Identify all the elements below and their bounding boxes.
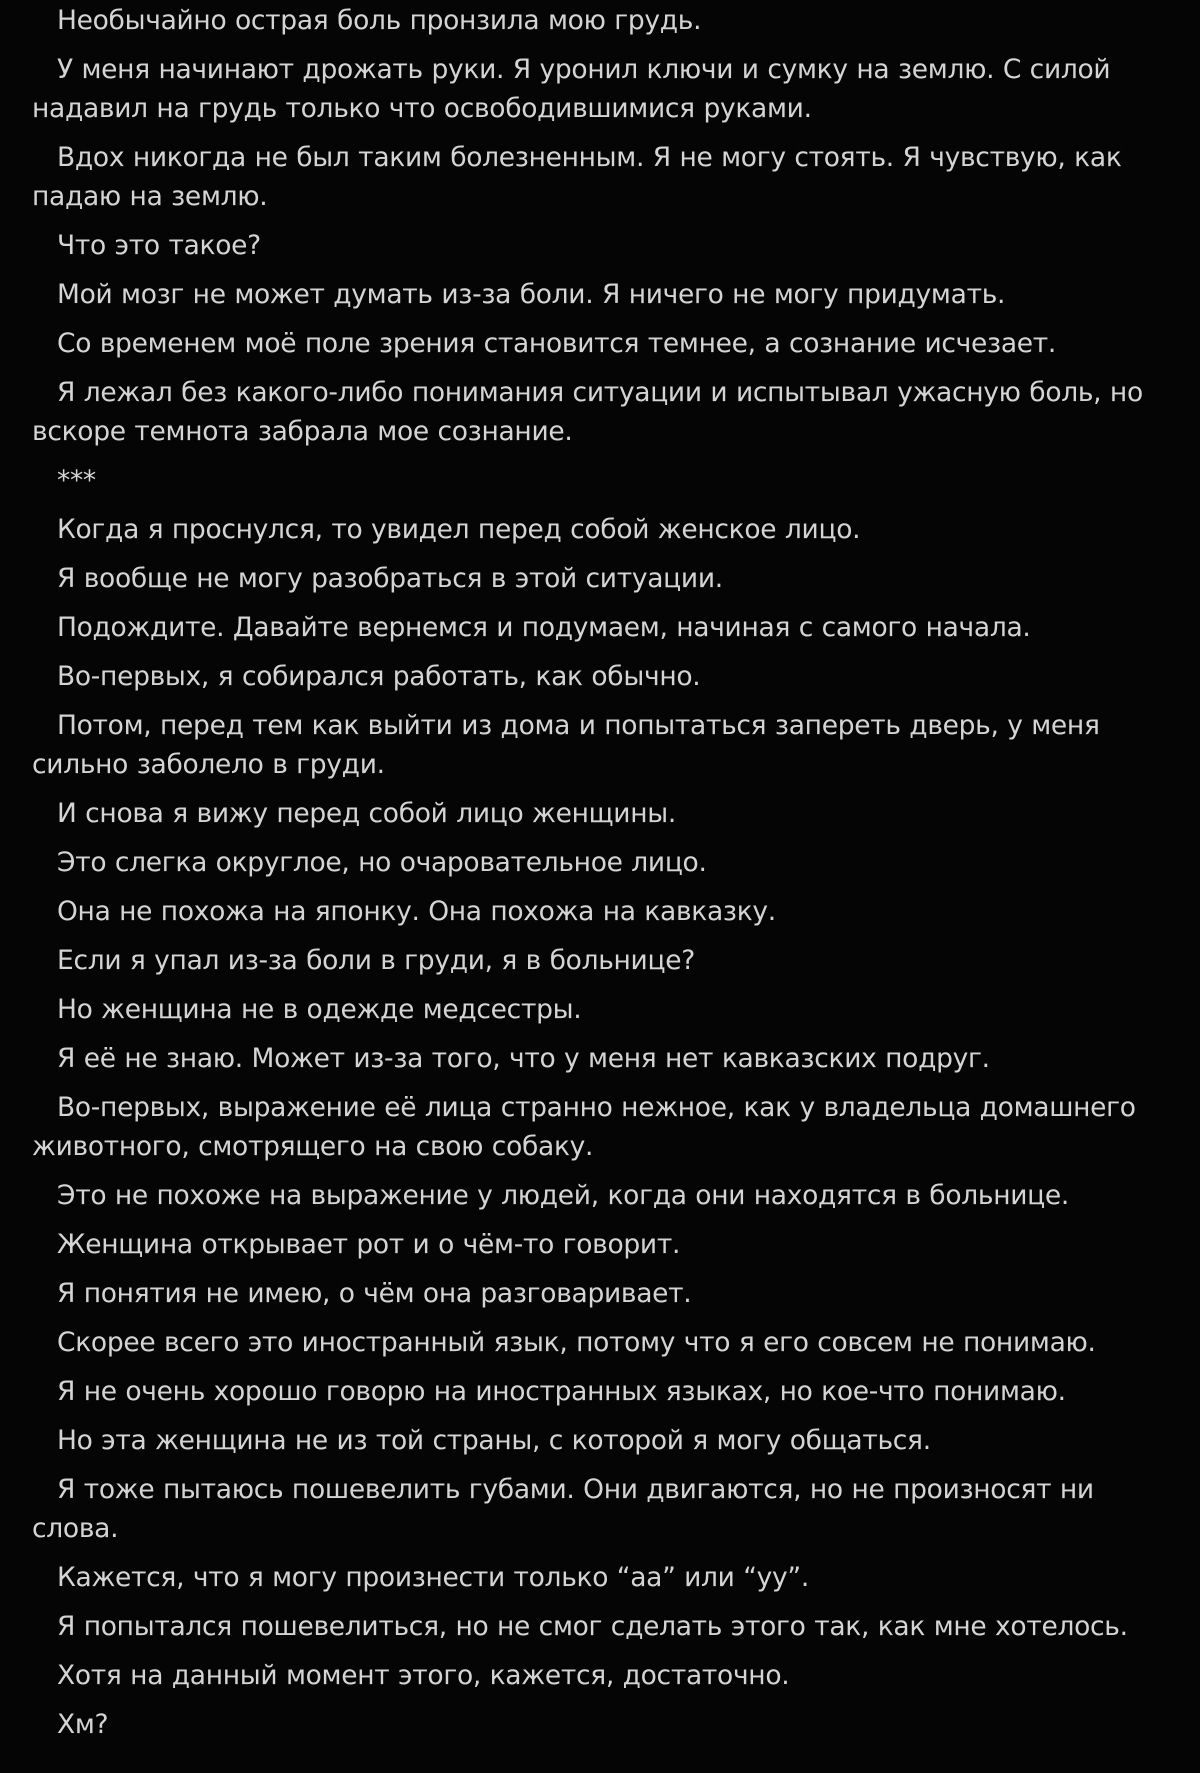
paragraph: Но эта женщина не из той страны, с которой я могу общаться. xyxy=(57,1425,931,1456)
paragraph: Это не похоже на выражение у людей, когда они находятся в больнице. xyxy=(57,1180,1070,1211)
paragraph: Вдох никогда не был таким болезненным. Я не могу стоять. Я чувствую, как падаю на землю. xyxy=(32,142,1122,212)
paragraph: И снова я вижу перед собой лицо женщины. xyxy=(57,798,676,829)
paragraph: Я попытался пошевелиться, но не смог сделать этого так, как мне хотелось. xyxy=(57,1611,1128,1642)
paragraph: Кажется, что я могу произнести только “аа” или “уу”. xyxy=(57,1562,809,1593)
paragraph: Необычайно острая боль пронзила мою грудь. xyxy=(57,5,702,36)
paragraph: Когда я проснулся, то увидел перед собой женское лицо. xyxy=(57,514,861,545)
paragraph: Со временем моё поле зрения становится темнее, а сознание исчезает. xyxy=(57,328,1057,359)
reader-text-body xyxy=(32,1,1162,1754)
paragraph: Если я упал из-за боли в груди, я в больнице? xyxy=(57,945,695,976)
scene-break: *** xyxy=(57,465,96,496)
paragraph: Но женщина не в одежде медсестры. xyxy=(57,994,582,1025)
paragraph: Скорее всего это иностранный язык, потому что я его совсем не понимаю. xyxy=(57,1327,1096,1358)
paragraph: Потом, перед тем как выйти из дома и попытаться запереть дверь, у меня сильно заболело в груди. xyxy=(32,710,1100,780)
paragraph: Я понятия не имею, о чём она разговаривает. xyxy=(57,1278,692,1309)
paragraph: Я её не знаю. Может из-за того, что у меня нет кавказских подруг. xyxy=(57,1043,990,1074)
paragraph: Я тоже пытаюсь пошевелить губами. Они двигаются, но не произносят ни слова. xyxy=(32,1474,1094,1544)
paragraph: Хм? xyxy=(57,1709,109,1740)
paragraph: Она не похожа на японку. Она похожа на кавказку. xyxy=(57,896,776,927)
paragraph: Я не очень хорошо говорю на иностранных языках, но кое-что понимаю. xyxy=(57,1376,1066,1407)
paragraph: Женщина открывает рот и о чём-то говорит. xyxy=(57,1229,681,1260)
paragraph: Я вообще не могу разобраться в этой ситуации. xyxy=(57,563,723,594)
paragraph: Хотя на данный момент этого, кажется, достаточно. xyxy=(57,1660,790,1691)
paragraph: Я лежал без какого-либо понимания ситуации и испытывал ужасную боль, но вскоре темнота забрала мое сознание. xyxy=(32,377,1143,447)
paragraph: Мой мозг не может думать из-за боли. Я ничего не могу придумать. xyxy=(57,279,1006,310)
paragraph: У меня начинают дрожать руки. Я уронил ключи и сумку на землю. С силой надавил на грудь только что освободившимися руками. xyxy=(32,54,1111,124)
paragraph: Подождите. Давайте вернемся и подумаем, начиная с самого начала. xyxy=(57,612,1031,643)
paragraph: Во-первых, выражение её лица странно нежное, как у владельца домашнего животного, смотрящего на свою собаку. xyxy=(32,1092,1136,1162)
paragraph: Во-первых, я собирался работать, как обычно. xyxy=(57,661,701,692)
paragraph: Что это такое? xyxy=(57,230,261,261)
paragraph: Это слегка округлое, но очаровательное лицо. xyxy=(57,847,707,878)
